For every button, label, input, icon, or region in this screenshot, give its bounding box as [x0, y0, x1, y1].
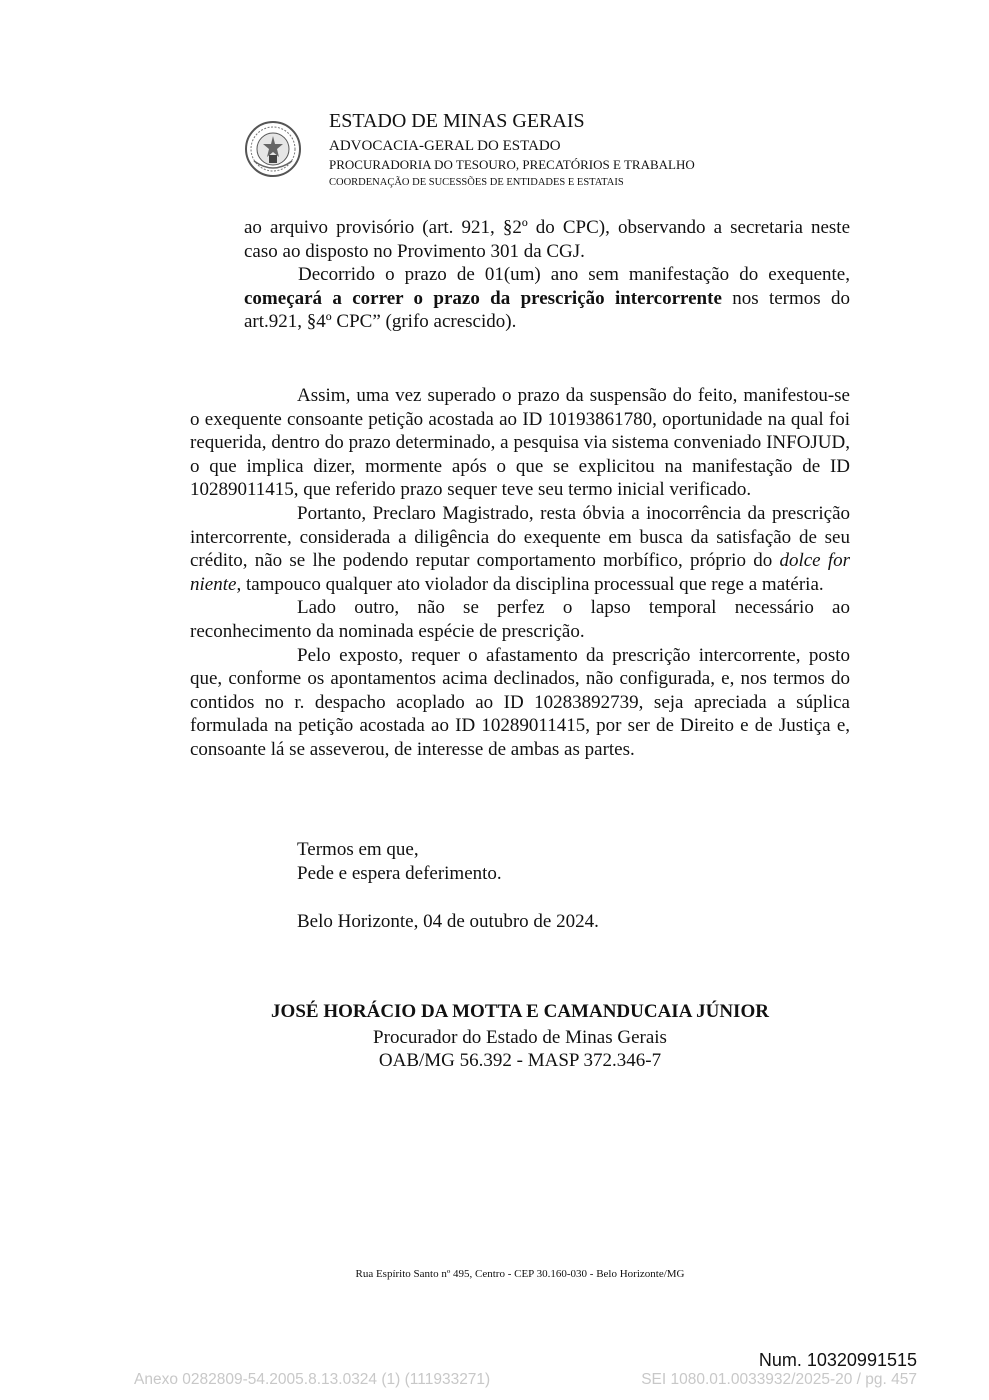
header-agency: ADVOCACIA-GERAL DO ESTADO	[329, 138, 561, 154]
body-paragraph-1: Assim, uma vez superado o prazo da suspensão do feito, manifestou-se o exequente consoante petição acostada ao ID 10193861780, oportunidade na qual foi requerida, dentro do prazo determinado, a pesquisa via sistema conveniado INFOJUD, o que implica dizer, mormente após o que se explicitou na manifestação de ID 10289011415, que referido prazo sequer teve seu termo inicial verificado.	[190, 385, 850, 501]
quote-p2-bold: começará a correr o prazo da prescrição intercorrente	[244, 287, 722, 309]
body-p2-end: , tampouco qualquer ato violador da disciplina processual que rege a matéria.	[236, 573, 824, 595]
signer-registration: OAB/MG 56.392 - MASP 372.346-7	[378, 1050, 662, 1071]
quoted-excerpt	[244, 216, 850, 334]
body-p2-start: Portanto, Preclaro Magistrado, resta óbvia a inocorrência da prescrição intercorrente, considerada a diligência do exequente em busca da satisfação de seu crédito, não se lhe podendo reputar comportamento morbífico, próprio do	[190, 502, 850, 572]
body-paragraph-4: Pelo exposto, requer o afastamento da prescrição intercorrente, posto que, conforme os apontamentos acima declinados, não configurada, e, nos termos do contidos no r. despacho acoplado ao ID 10283892739, seja apreciada a súplica formulada na petição acostada ao ID 10289011415, por ser de Direito e de Justiça e, consoante lá se asseverou, de interesse de ambas as partes.	[190, 644, 850, 760]
quote-paragraph-2	[244, 263, 850, 334]
petition-body	[190, 384, 850, 762]
footer-address: Rua Espírito Santo nº 495, Centro - CEP 30.160-030 - Belo Horizonte/MG	[355, 1268, 685, 1280]
closing-line-2: Pede e espera deferimento.	[297, 863, 502, 884]
closing-line-1: Termos em que,	[297, 839, 419, 860]
sei-page-reference: SEI 1080.01.0033932/2025-20 / pg. 457	[641, 1371, 917, 1388]
annex-reference: Anexo 0282809-54.2005.8.13.0324 (1) (111933271)	[134, 1371, 491, 1388]
place-date: Belo Horizonte, 04 de outubro de 2024.	[297, 911, 599, 932]
quote-paragraph-1: ao arquivo provisório (art. 921, §2º do CPC), observando a secretaria neste caso ao disposto no Provimento 301 da CGJ.	[244, 217, 850, 262]
header-department: PROCURADORIA DO TESOURO, PRECATÓRIOS E TRABALHO	[329, 157, 695, 172]
body-paragraph-3: Lado outro, não se perfez o lapso temporal necessário ao reconhecimento da nominada espécie de prescrição.	[190, 597, 850, 642]
quote-p2-start: Decorrido o prazo de 01(um) ano sem manifestação do exequente,	[298, 264, 850, 286]
signer-title: Procurador do Estado de Minas Gerais	[373, 1027, 667, 1048]
header-state: ESTADO DE MINAS GERAIS	[329, 110, 585, 132]
state-seal-icon	[244, 119, 302, 179]
body-p2-italic: dolce for niente	[190, 550, 850, 595]
body-paragraph-2	[190, 502, 850, 596]
document-number: Num. 10320991515	[758, 1350, 917, 1370]
quote-p2-end: nos termos do art.921, §4º CPC” (grifo acrescido).	[244, 287, 851, 333]
header-coordination: COORDENAÇÃO DE SUCESSÕES DE ENTIDADES E ESTATAIS	[329, 177, 624, 188]
signer-name: JOSÉ HORÁCIO DA MOTTA E CAMANDUCAIA JÚNIOR	[271, 1001, 769, 1022]
